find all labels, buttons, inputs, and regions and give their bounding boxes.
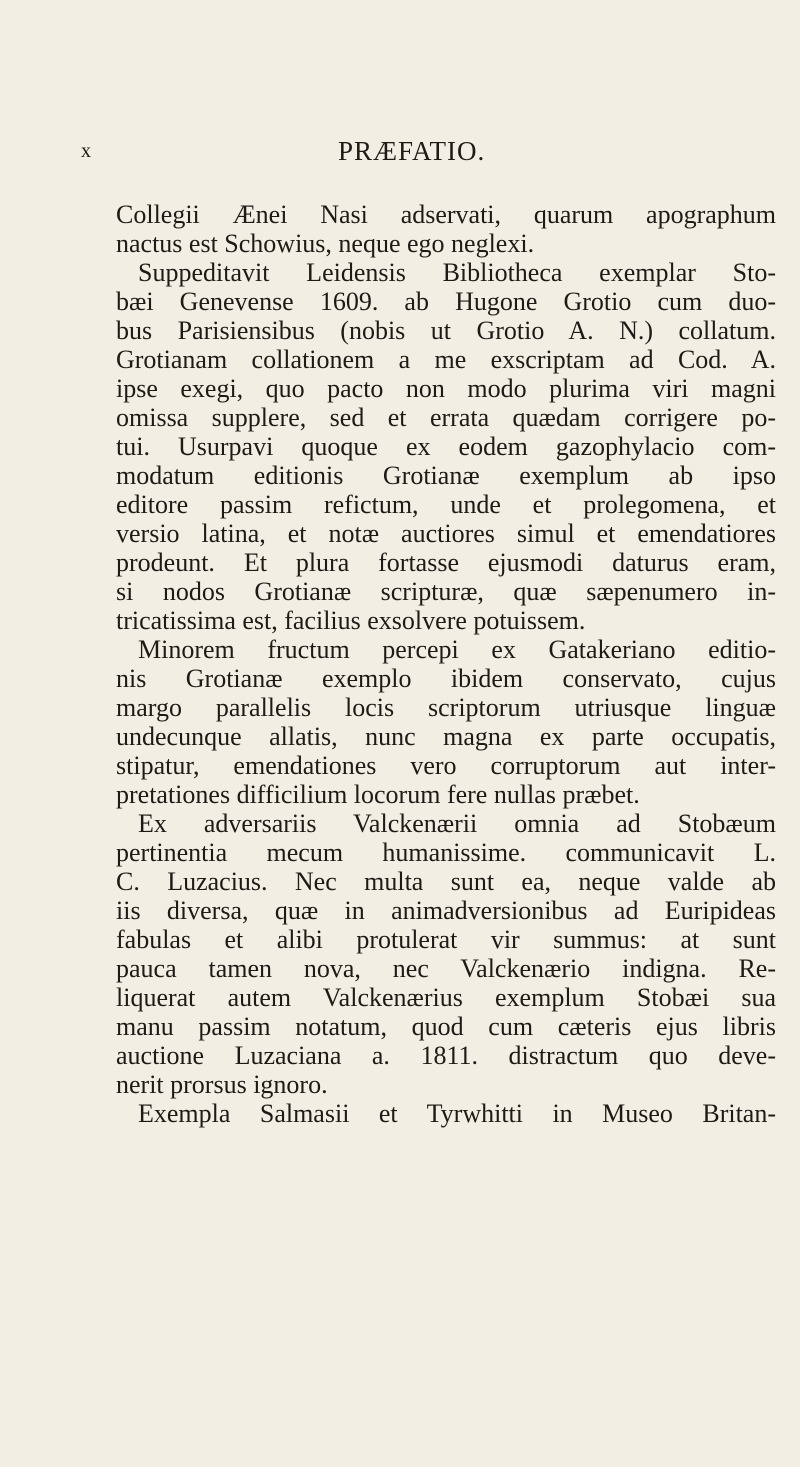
text-line: bus Parisiensibus (nobis ut Grotio A. N.) collatum. bbox=[116, 316, 776, 345]
text-line: nactus est Schowius, neque ego neglexi. bbox=[116, 229, 535, 258]
text-line: tui. Usurpavi quoque ex eodem gazophylacio com- bbox=[116, 432, 776, 461]
text-line: auctione Luzaciana a. 1811. distractum quo deve- bbox=[116, 1041, 776, 1070]
text-line: margo parallelis locis scriptorum utriusque linguæ bbox=[116, 693, 776, 722]
running-title: PRÆFATIO. bbox=[338, 136, 486, 166]
text-line: nerit prorsus ignoro. bbox=[116, 1070, 328, 1099]
text-line: Collegii Ænei Nasi adservati, quarum apographum bbox=[116, 200, 776, 229]
text-line: Grotianam collationem a me exscriptam ad Cod. A. bbox=[116, 345, 776, 374]
text-line: stipatur, emendationes vero corruptorum aut inter- bbox=[116, 751, 776, 780]
page-number: x bbox=[81, 140, 92, 162]
text-line: iis diversa, quæ in animadversionibus ad Euripideas bbox=[116, 896, 776, 925]
text-line: si nodos Grotianæ scripturæ, quæ sæpenumero in- bbox=[116, 577, 776, 606]
text-line: tricatissima est, facilius exsolvere potuissem. bbox=[116, 606, 586, 635]
text-line: manu passim notatum, quod cum cæteris ejus libris bbox=[116, 1012, 776, 1041]
text-line: nis Grotianæ exemplo ibidem conservato, cujus bbox=[116, 664, 776, 693]
text-line: Minorem fructum percepi ex Gatakeriano editio- bbox=[138, 635, 776, 664]
text-line: C. Luzacius. Nec multa sunt ea, neque valde ab bbox=[116, 867, 776, 896]
text-line: liquerat autem Valckenærius exemplum Stobæi sua bbox=[116, 983, 776, 1012]
text-line: editore passim refictum, unde et prolegomena, et bbox=[116, 490, 776, 519]
text-line: modatum editionis Grotianæ exemplum ab ipso bbox=[116, 461, 776, 490]
body-text bbox=[116, 200, 776, 1128]
text-line: Ex adversariis Valckenærii omnia ad Stobæum bbox=[138, 809, 776, 838]
text-line: pertinentia mecum humanissime. communicavit L. bbox=[116, 838, 776, 867]
text-line: Exempla Salmasii et Tyrwhitti in Museo Britan- bbox=[138, 1099, 776, 1128]
text-line: Suppeditavit Leidensis Bibliotheca exemplar Sto- bbox=[138, 258, 776, 287]
page-header bbox=[0, 136, 800, 176]
text-line: fabulas et alibi protulerat vir summus: at sunt bbox=[116, 925, 776, 954]
text-line: pretationes difficilium locorum fere nullas præbet. bbox=[116, 780, 640, 809]
text-line: pauca tamen nova, nec Valckenærio indigna. Re- bbox=[116, 954, 776, 983]
text-line: bæi Genevense 1609. ab Hugone Grotio cum duo- bbox=[116, 287, 776, 316]
text-line: undecunque allatis, nunc magna ex parte occupatis, bbox=[116, 722, 776, 751]
text-line: omissa supplere, sed et errata quædam corrigere po- bbox=[116, 403, 776, 432]
text-line: ipse exegi, quo pacto non modo plurima viri magni bbox=[116, 374, 776, 403]
text-line: versio latina, et notæ auctiores simul et emendatiores bbox=[116, 519, 776, 548]
text-line: prodeunt. Et plura fortasse ejusmodi daturus eram, bbox=[116, 548, 776, 577]
